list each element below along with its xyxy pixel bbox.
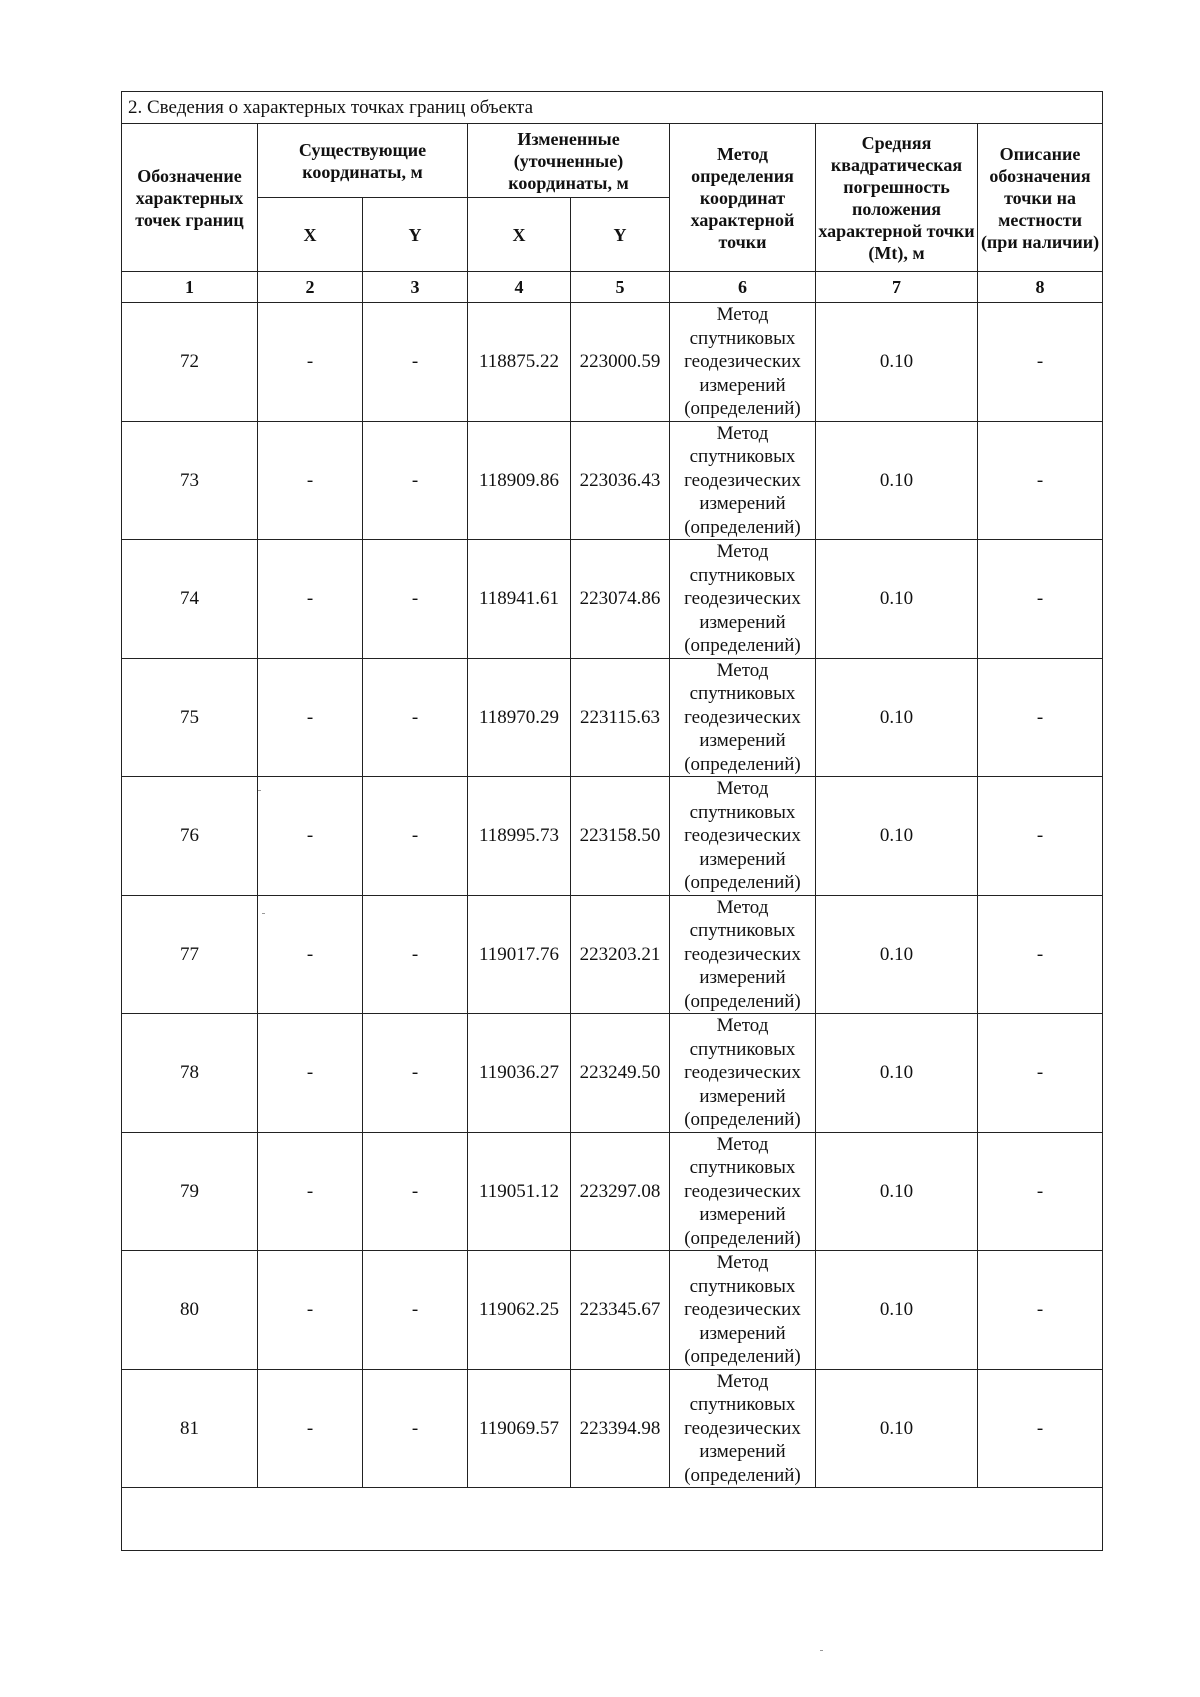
empty-footer-cell [122, 1488, 1103, 1551]
table-row [122, 658, 1103, 777]
existing-y-cell: - [363, 303, 468, 422]
changed-y-cell: 223394.98 [571, 1369, 670, 1488]
changed-x-cell: 118995.73 [468, 777, 571, 896]
method-line: спутниковых [689, 1275, 796, 1297]
existing-y-cell: - [363, 540, 468, 659]
description-cell: - [978, 895, 1103, 1014]
column-number: 1 [122, 272, 258, 303]
method-line: спутниковых [689, 1038, 796, 1060]
method-line: геодезических [684, 1062, 801, 1083]
changed-y-cell: 223203.21 [571, 895, 670, 1014]
error-cell: 0.10 [816, 540, 978, 659]
changed-x-cell: 119069.57 [468, 1369, 571, 1488]
method-line: измерений [699, 967, 786, 988]
point-cell: 80 [122, 1251, 258, 1370]
error-cell: 0.10 [816, 1132, 978, 1251]
changed-x-cell: 119051.12 [468, 1132, 571, 1251]
column-number: 4 [468, 272, 571, 303]
table-row [122, 1014, 1103, 1133]
existing-x-cell: - [258, 1014, 363, 1133]
method-line: геодезических [684, 943, 801, 965]
column-number: 5 [571, 272, 670, 303]
header-changed-y: Y [571, 198, 670, 272]
method-cell [670, 1251, 816, 1370]
changed-y-cell: 223000.59 [571, 303, 670, 422]
method-line: спутниковых [689, 1157, 796, 1178]
changed-x-cell: 118909.86 [468, 421, 571, 540]
method-line: (определений) [684, 398, 801, 419]
existing-x-cell: - [258, 1369, 363, 1488]
method-line: Метод [716, 1252, 769, 1273]
method-line: (определений) [684, 753, 801, 775]
description-cell: - [978, 1014, 1103, 1133]
section-title: 2. Сведения о характерных точках границ объекта [122, 92, 1103, 124]
table-row [122, 421, 1103, 540]
point-cell: 81 [122, 1369, 258, 1488]
changed-x-cell: 118941.61 [468, 540, 571, 659]
existing-x-cell: - [258, 895, 363, 1014]
changed-x-cell: 118970.29 [468, 658, 571, 777]
table-row [122, 1369, 1103, 1488]
description-cell: - [978, 540, 1103, 659]
method-line: (определений) [684, 1109, 801, 1130]
point-cell: 74 [122, 540, 258, 659]
description-cell: - [978, 777, 1103, 896]
description-cell: - [978, 1369, 1103, 1488]
boundary-points-table [121, 91, 1103, 1551]
existing-x-cell: - [258, 303, 363, 422]
method-cell [670, 777, 816, 896]
header-existing-x: X [258, 198, 363, 272]
method-line: геодезических [684, 706, 801, 728]
changed-y-cell: 223115.63 [571, 658, 670, 777]
method-line: измерений [699, 1441, 786, 1462]
method-line: спутниковых [689, 1394, 796, 1415]
method-line: спутниковых [689, 920, 796, 941]
method-line: Метод [716, 541, 769, 562]
changed-x-cell: 119036.27 [468, 1014, 571, 1133]
description-cell: - [978, 303, 1103, 422]
method-line: спутниковых [689, 564, 796, 586]
existing-y-cell: - [363, 1369, 468, 1488]
column-number: 7 [816, 272, 978, 303]
method-cell [670, 1369, 816, 1488]
error-cell: 0.10 [816, 895, 978, 1014]
method-line: геодезических [684, 1180, 801, 1202]
existing-x-cell: - [258, 658, 363, 777]
method-line: измерений [699, 1204, 786, 1225]
error-cell: 0.10 [816, 658, 978, 777]
method-line: Метод [716, 1015, 769, 1036]
method-line: Метод [716, 1370, 769, 1392]
changed-x-cell: 119062.25 [468, 1251, 571, 1370]
method-cell [670, 1014, 816, 1133]
method-line: измерений [699, 1322, 786, 1344]
column-number: 6 [670, 272, 816, 303]
error-cell: 0.10 [816, 1014, 978, 1133]
existing-x-cell: - [258, 1132, 363, 1251]
changed-y-cell: 223158.50 [571, 777, 670, 896]
method-line: геодезических [684, 825, 801, 846]
existing-y-cell: - [363, 421, 468, 540]
method-line: (определений) [684, 990, 801, 1012]
method-line: спутниковых [689, 446, 796, 467]
point-cell: 77 [122, 895, 258, 1014]
existing-y-cell: - [363, 1132, 468, 1251]
table-row [122, 540, 1103, 659]
method-line: Метод [716, 896, 769, 918]
method-line: Метод [716, 1133, 769, 1155]
header-changed-x: X [468, 198, 571, 272]
method-line: (определений) [684, 516, 801, 538]
method-line: спутниковых [689, 801, 796, 823]
method-line: (определений) [684, 1346, 801, 1367]
method-line: измерений [699, 1085, 786, 1107]
existing-y-cell: - [363, 658, 468, 777]
changed-y-cell: 223249.50 [571, 1014, 670, 1133]
point-cell: 78 [122, 1014, 258, 1133]
point-cell: 72 [122, 303, 258, 422]
column-number: 3 [363, 272, 468, 303]
method-line: измерений [699, 611, 786, 633]
header-existing-y: Y [363, 198, 468, 272]
description-cell: - [978, 1132, 1103, 1251]
method-line: Метод [716, 659, 769, 681]
scan-speck [262, 913, 265, 914]
point-cell: 73 [122, 421, 258, 540]
method-line: геодезических [684, 1299, 801, 1320]
header-designation: Обозначение характерных точек границ [122, 124, 258, 272]
method-line: (определений) [684, 1227, 801, 1249]
changed-y-cell: 223036.43 [571, 421, 670, 540]
column-number: 8 [978, 272, 1103, 303]
existing-x-cell: - [258, 540, 363, 659]
method-line: геодезических [684, 469, 801, 491]
method-cell [670, 1132, 816, 1251]
error-cell: 0.10 [816, 303, 978, 422]
existing-y-cell: - [363, 1014, 468, 1133]
table-row [122, 1132, 1103, 1251]
changed-y-cell: 223297.08 [571, 1132, 670, 1251]
point-cell: 76 [122, 777, 258, 896]
method-line: геодезических [684, 1417, 801, 1439]
method-line: спутниковых [689, 327, 796, 349]
point-cell: 79 [122, 1132, 258, 1251]
description-cell: - [978, 658, 1103, 777]
table-row [122, 895, 1103, 1014]
column-number: 2 [258, 272, 363, 303]
header-error: Средняя квадратическая погрешность положения характерной точки (Mt), м [816, 124, 978, 272]
method-cell [670, 421, 816, 540]
method-line: измерений [699, 493, 786, 514]
error-cell: 0.10 [816, 777, 978, 896]
error-cell: 0.10 [816, 1369, 978, 1488]
method-line: спутниковых [689, 683, 796, 704]
changed-x-cell: 118875.22 [468, 303, 571, 422]
method-cell [670, 658, 816, 777]
existing-x-cell: - [258, 421, 363, 540]
header-changed-coords: Измененные (уточненные) координаты, м [468, 124, 670, 198]
scan-speck [258, 790, 261, 791]
empty-footer-row [122, 1488, 1103, 1551]
changed-x-cell: 119017.76 [468, 895, 571, 1014]
existing-y-cell: - [363, 1251, 468, 1370]
method-line: измерений [699, 374, 786, 396]
scan-speck [820, 1650, 823, 1651]
changed-y-cell: 223074.86 [571, 540, 670, 659]
table-row [122, 303, 1103, 422]
header-description: Описание обозначения точки на местности (при наличии) [978, 124, 1103, 272]
table-body [122, 303, 1103, 1488]
method-line: (определений) [684, 1464, 801, 1486]
description-cell: - [978, 1251, 1103, 1370]
header-existing-coords: Существующие координаты, м [258, 124, 468, 198]
method-line: Метод [716, 778, 769, 799]
method-line: (определений) [684, 635, 801, 656]
changed-y-cell: 223345.67 [571, 1251, 670, 1370]
description-cell: - [978, 421, 1103, 540]
method-cell [670, 895, 816, 1014]
method-line: геодезических [684, 351, 801, 372]
method-line: (определений) [684, 872, 801, 893]
method-line: Метод [716, 422, 769, 444]
existing-y-cell: - [363, 777, 468, 896]
point-cell: 75 [122, 658, 258, 777]
error-cell: 0.10 [816, 1251, 978, 1370]
table-row [122, 777, 1103, 896]
header-method: Метод определения координат характерной точки [670, 124, 816, 272]
method-cell [670, 540, 816, 659]
existing-x-cell: - [258, 777, 363, 896]
error-cell: 0.10 [816, 421, 978, 540]
column-number-row [122, 272, 1103, 303]
method-line: Метод [716, 304, 769, 325]
method-line: измерений [699, 730, 786, 751]
method-line: измерений [699, 848, 786, 870]
method-cell [670, 303, 816, 422]
existing-y-cell: - [363, 895, 468, 1014]
table-row [122, 1251, 1103, 1370]
existing-x-cell: - [258, 1251, 363, 1370]
method-line: геодезических [684, 588, 801, 609]
